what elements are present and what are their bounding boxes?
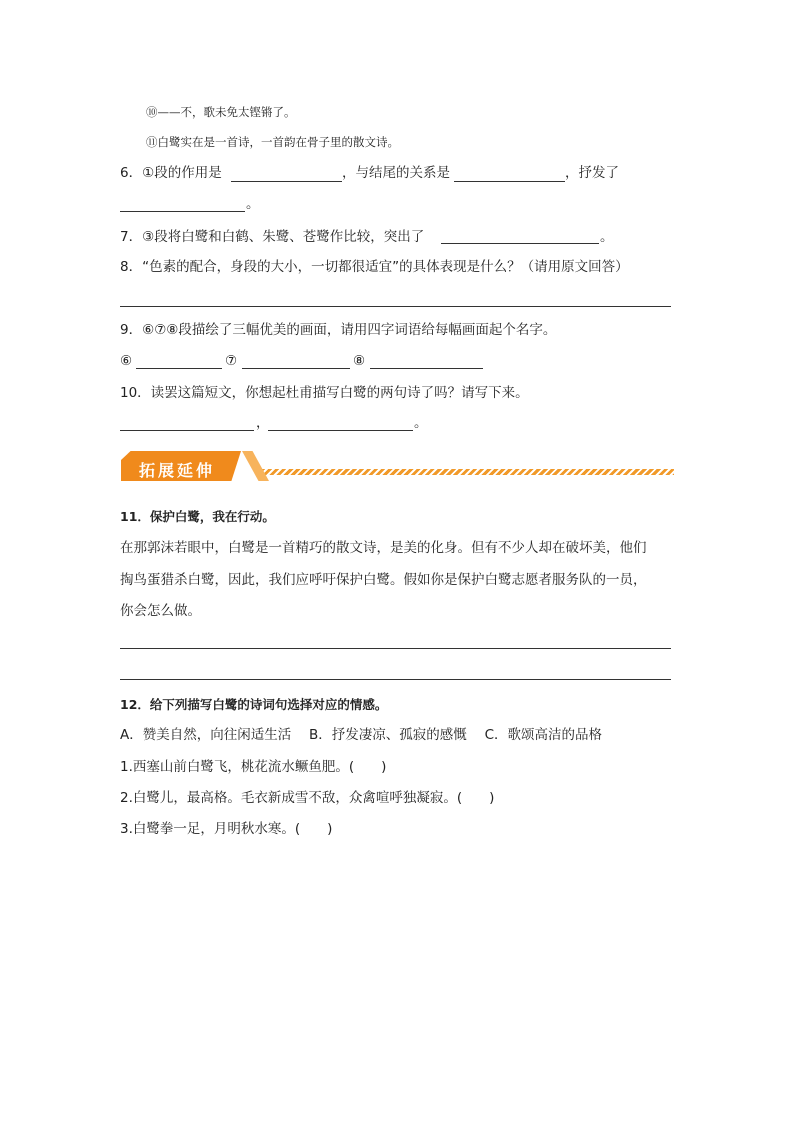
question-9-mark-7: ⑦: [225, 353, 238, 369]
answer-blank-6b[interactable]: [454, 181, 565, 182]
question-12-title: 12．给下列描写白鹭的诗词句选择对应的情感。: [120, 697, 388, 712]
paragraph-11: ⑪白鹭实在是一首诗，一首韵在骨子里的散文诗。: [146, 135, 399, 149]
banner-hatch-decoration: [261, 469, 674, 475]
answer-blank-7[interactable]: [441, 243, 599, 244]
question-12-item-1: 1.西塞山前白鹭飞，桃花流水鳜鱼肥。( ): [120, 759, 387, 775]
question-6-part-c: ，抒发了: [565, 165, 619, 181]
question-12-item-2: 2.白鹭儿，最高格。毛衣新成雪不敌，众禽喧呼独凝寂。( ): [120, 790, 495, 806]
section-banner: [121, 451, 674, 481]
answer-blank-9-7[interactable]: [242, 368, 350, 369]
question-7-part-a: 7．③段将白鹭和白鹤、朱鹭、苍鹭作比较，突出了: [120, 229, 425, 245]
answer-blank-9-8[interactable]: [370, 368, 483, 369]
banner-stripe-decoration: [239, 451, 269, 481]
question-11-line-1: 在那郭沫若眼中，白鹭是一首精巧的散文诗，是美的化身。但有不少人却在破坏美，他们: [120, 540, 647, 556]
question-11-line-2: 掏鸟蛋猎杀白鹭，因此，我们应呼吁保护白鹭。假如你是保护白鹭志愿者服务队的一员，: [120, 572, 647, 588]
answer-blank-6c[interactable]: [120, 211, 245, 212]
answer-line-11b[interactable]: [120, 679, 671, 680]
paragraph-10: ⑩——不，歌未免太铿锵了。: [146, 105, 296, 119]
question-9-mark-6: ⑥: [120, 353, 133, 369]
question-6-part-b: ，与结尾的关系是: [342, 165, 450, 181]
question-11-title: 11．保护白鹭，我在行动。: [120, 509, 275, 524]
question-12-item-3: 3.白鹭拳一足，月明秋水寒。( ): [120, 821, 333, 837]
question-9-mark-8: ⑧: [353, 353, 366, 369]
question-10-end: 。: [414, 415, 428, 431]
section-title: 拓展延伸: [139, 461, 216, 480]
answer-blank-10a[interactable]: [120, 430, 254, 431]
question-12-options: A．赞美自然，向往闲适生活 B．抒发凄凉、孤寂的感慨 C．歌颂高洁的品格: [120, 727, 603, 743]
answer-line-11a[interactable]: [120, 648, 671, 649]
answer-blank-10b[interactable]: [268, 430, 413, 431]
question-9: 9．⑥⑦⑧段描绘了三幅优美的画面，请用四字词语给每幅画面起个名字。: [120, 322, 557, 338]
question-8: 8．“色素的配合，身段的大小，一切都很适宜”的具体表现是什么？（请用原文回答）: [120, 259, 629, 275]
answer-blank-9-6[interactable]: [136, 368, 222, 369]
question-6-part-a: 6．①段的作用是: [120, 165, 222, 181]
answer-blank-6a[interactable]: [231, 181, 342, 182]
question-10-comma: ，: [256, 415, 270, 431]
question-11-line-3: 你会怎么做。: [120, 603, 201, 619]
question-10: 10．读罢这篇短文，你想起杜甫描写白鹭的两句诗了吗？请写下来。: [120, 385, 529, 401]
answer-line-8[interactable]: [120, 306, 671, 307]
question-6-end: 。: [246, 196, 260, 212]
question-7-end: 。: [600, 229, 614, 245]
